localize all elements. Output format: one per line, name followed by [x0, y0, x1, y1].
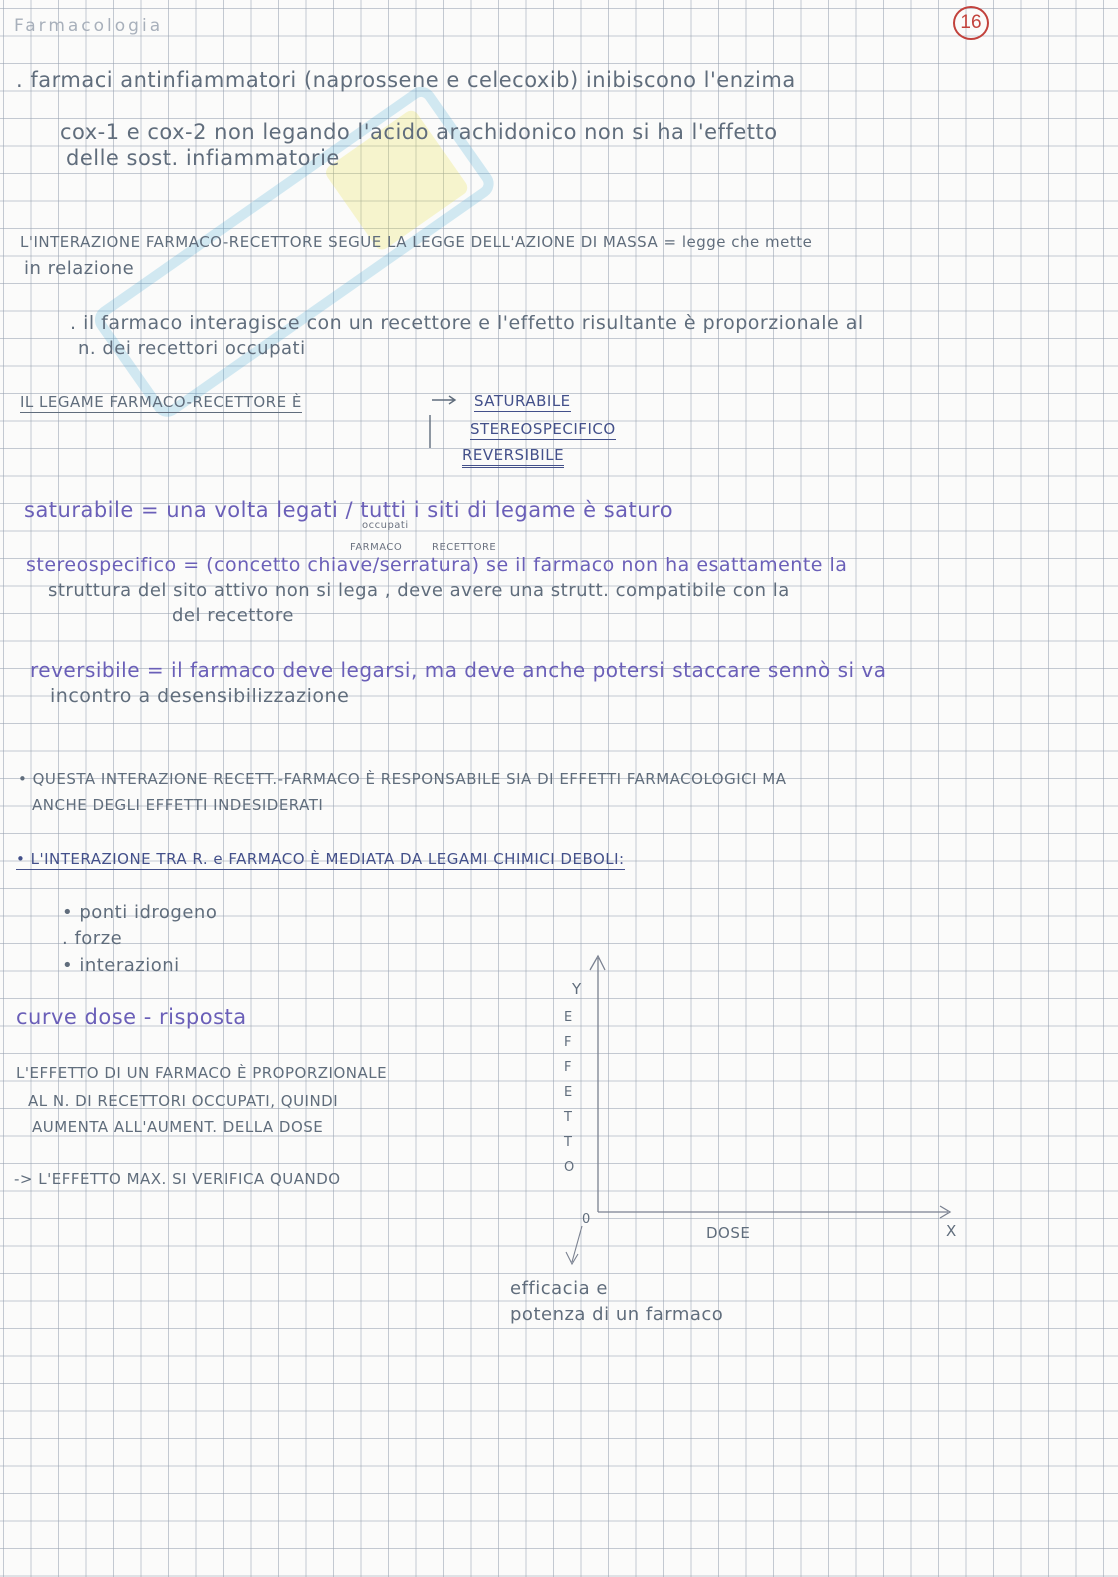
legami-item: . forze: [62, 928, 123, 949]
x-axis-letter: X: [946, 1222, 957, 1240]
def-reversibile: reversibile = il farmaco deve legarsi, ma deve anche potersi staccare sennò si va: [30, 658, 887, 682]
note-line: . farmaci antinfiammatori (naprossene e celecoxib) inibiscono l'enzima: [16, 68, 796, 92]
origin-label: 0: [582, 1212, 591, 1227]
legame-item: SATURABILE: [474, 392, 571, 410]
page-header: Farmacologia: [14, 16, 164, 36]
y-axis-label: [564, 1010, 578, 1185]
y-axis-char: T: [564, 1135, 572, 1150]
note-line: -> L'EFFETTO MAX. SI VERIFICA QUANDO: [14, 1170, 341, 1188]
page-number-badge: 16: [953, 6, 989, 40]
y-axis-char: E: [564, 1085, 573, 1100]
legame-item: REVERSIBILE: [462, 446, 564, 468]
bullet-responsabile-cont: ANCHE DEGLI EFFETTI INDESIDERATI: [32, 796, 324, 814]
bullet-legami: • L'INTERAZIONE TRA R. e FARMACO È MEDIATA DA LEGAMI CHIMICI DEBOLI:: [16, 850, 625, 868]
legami-item: • interazioni: [62, 955, 180, 976]
note-line: incontro a desensibilizzazione: [50, 685, 350, 707]
legami-item: • ponti idrogeno: [62, 902, 218, 923]
y-axis-char: F: [564, 1035, 572, 1050]
note-line: del recettore: [172, 605, 294, 626]
section-title-curve: curve dose - risposta: [16, 1005, 247, 1029]
note-line: potenza di un farmaco: [510, 1304, 724, 1325]
y-axis-letter: Y: [572, 980, 582, 998]
legame-title: IL LEGAME FARMACO-RECETTORE È: [20, 393, 302, 411]
y-axis-char: F: [564, 1060, 572, 1075]
note-line: . il farmaco interagisce con un recettore e l'effetto risultante è proporzionale al: [70, 312, 864, 334]
bullet-responsabile: • QUESTA INTERAZIONE RECETT.-FARMACO È RESPONSABILE SIA DI EFFETTI FARMACOLOGICI MA: [18, 770, 787, 788]
y-axis-char: O: [564, 1160, 575, 1175]
y-axis-char: E: [564, 1010, 573, 1025]
note-line: AUMENTA ALL'AUMENT. DELLA DOSE: [32, 1118, 324, 1136]
note-line: delle sost. infiammatorie: [66, 146, 340, 170]
note-line: n. dei recettori occupati: [78, 338, 306, 359]
legame-item: STEREOSPECIFICO: [470, 420, 616, 438]
annotation: FARMACO: [350, 542, 403, 553]
note-line: struttura del sito attivo non si lega , deve avere una strutt. compatibile con la: [48, 580, 790, 601]
note-line: L'EFFETTO DI UN FARMACO È PROPORZIONALE: [16, 1064, 388, 1082]
note-line: AL N. DI RECETTORI OCCUPATI, QUINDI: [28, 1092, 339, 1110]
note-line: efficacia e: [510, 1278, 608, 1299]
y-axis-char: T: [564, 1110, 572, 1125]
note-line: cox-1 e cox-2 non legando l'acido arachidonico non si ha l'effetto: [60, 120, 778, 144]
note-line: in relazione: [24, 258, 135, 279]
annotation: occupati: [362, 520, 409, 531]
def-stereospecifico: stereospecifico = (concetto chiave/serratura) se il farmaco non ha esattamente la: [26, 554, 848, 576]
heading-interazione: L'INTERAZIONE FARMACO-RECETTORE SEGUE LA LEGGE DELL'AZIONE DI MASSA = legge che mette: [20, 233, 813, 251]
def-saturabile: saturabile = una volta legati / tutti i siti di legame è saturo: [24, 498, 674, 522]
annotation: RECETTORE: [432, 542, 497, 553]
x-axis-label: DOSE: [706, 1224, 751, 1242]
